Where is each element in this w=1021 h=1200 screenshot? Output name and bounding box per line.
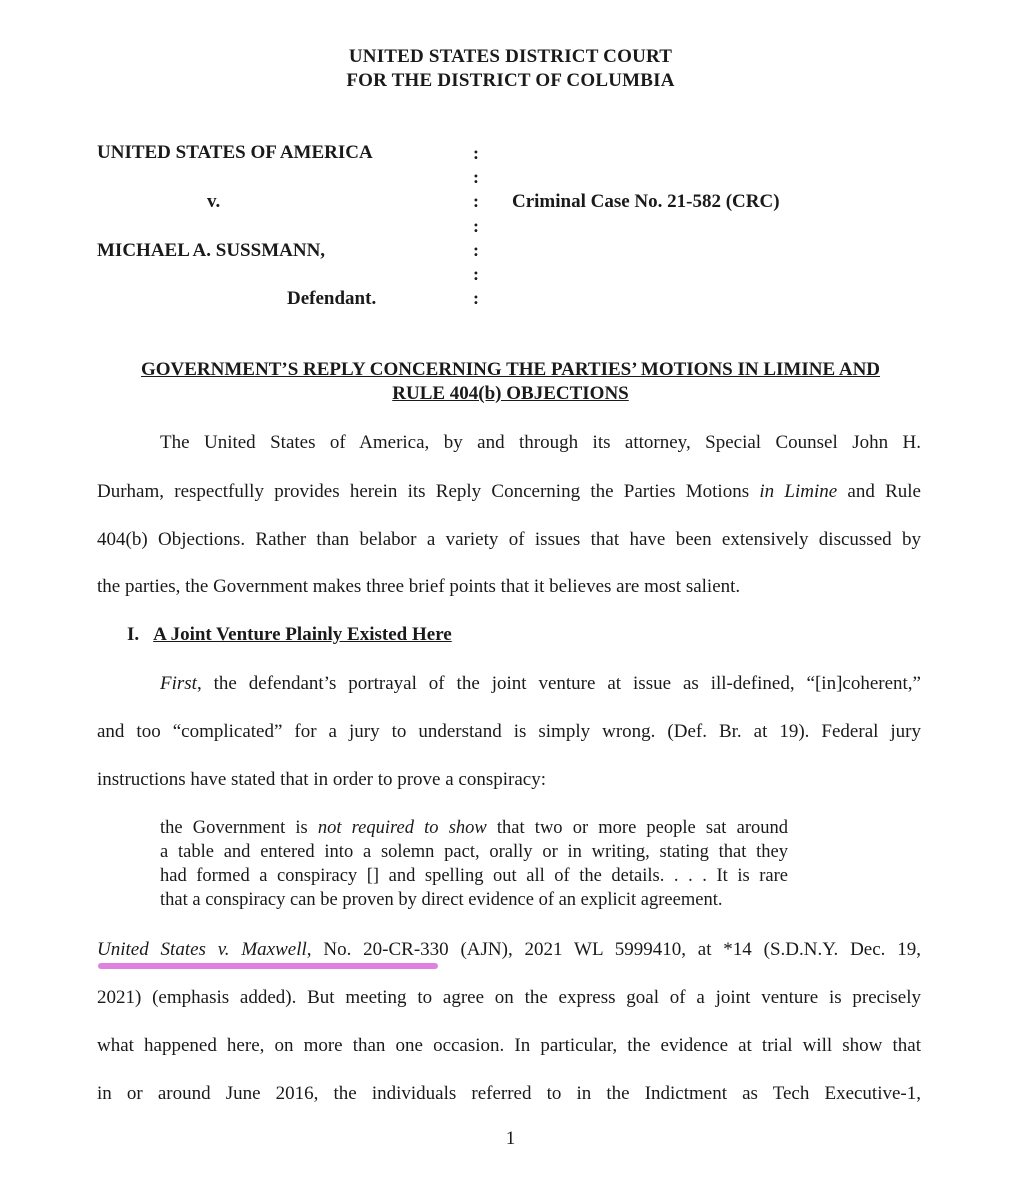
caption-separator: : (473, 191, 479, 211)
quote-line: a table and entered into a solemn pact, orally or in writing, stating that they (160, 842, 788, 862)
citation-line: United States v. Maxwell, No. 20-CR-330 (AJN), 2021 WL 5999410, at *14 (S.D.N.Y. Dec. 19, (97, 939, 921, 960)
section-number: I. (127, 624, 140, 645)
quote-line: had formed a conspiracy [] and spelling out all of the details. . . . It is rare (160, 866, 788, 886)
section-heading (127, 624, 452, 646)
page-number: 1 (505, 1128, 516, 1149)
intro-line: the parties, the Government makes three brief points that it believes are most salient. (97, 576, 741, 597)
caption-defendant-name: MICHAEL A. SUSSMANN, (97, 240, 326, 261)
intro-line: The United States of America, by and through its attorney, Special Counsel John H. (160, 432, 921, 453)
caption-versus: v. (207, 191, 221, 212)
intro-line: Durham, respectfully provides herein its Reply Concerning the Parties Motions in Limine and Rule (97, 481, 921, 502)
caption-separator: : (473, 264, 479, 284)
caption-separator: : (473, 167, 479, 187)
paragraph-line: instructions have stated that in order to prove a conspiracy: (97, 769, 547, 790)
case-number: Criminal Case No. 21-582 (CRC) (512, 191, 780, 212)
paragraph-line: what happened here, on more than one occasion. In particular, the evidence at trial will show that (97, 1035, 921, 1056)
paragraph-line: First, the defendant’s portrayal of the joint venture at issue as ill-defined, “[in]coherent,” (160, 673, 921, 694)
case-citation: United States v. Maxwell (97, 939, 307, 960)
document-title-line2: RULE 404(b) OBJECTIONS (392, 383, 629, 404)
document-title: GOVERNMENT’S REPLY CONCERNING THE PARTIES’ MOTIONS IN LIMINE AND (140, 359, 881, 380)
caption-separator: : (473, 143, 479, 163)
paragraph-line: 2021) (emphasis added). But meeting to agree on the express goal of a joint venture is precisely (97, 987, 921, 1008)
paragraph-line: in or around June 2016, the individuals referred to in the Indictment as Tech Executive-1, (97, 1083, 921, 1104)
quote-line: the Government is not required to show that two or more people sat around (160, 818, 788, 838)
caption-separator: : (473, 240, 479, 260)
caption-plaintiff: UNITED STATES OF AMERICA (97, 142, 373, 163)
intro-line: 404(b) Objections. Rather than belabor a variety of issues that have been extensively discussed by (97, 529, 921, 550)
section-title: A Joint Venture Plainly Existed Here (153, 624, 452, 645)
caption-separator: : (473, 288, 479, 308)
caption-defendant-label: Defendant. (287, 288, 377, 309)
court-name: UNITED STATES DISTRICT COURT (348, 46, 673, 67)
highlight-underline (98, 963, 438, 969)
quote-line: that a conspiracy can be proven by direct evidence of an explicit agreement. (160, 890, 723, 910)
court-district: FOR THE DISTRICT OF COLUMBIA (346, 70, 675, 91)
paragraph-line: and too “complicated” for a jury to understand is simply wrong. (Def. Br. at 19). Federal jury (97, 721, 921, 742)
caption-separator: : (473, 216, 479, 236)
